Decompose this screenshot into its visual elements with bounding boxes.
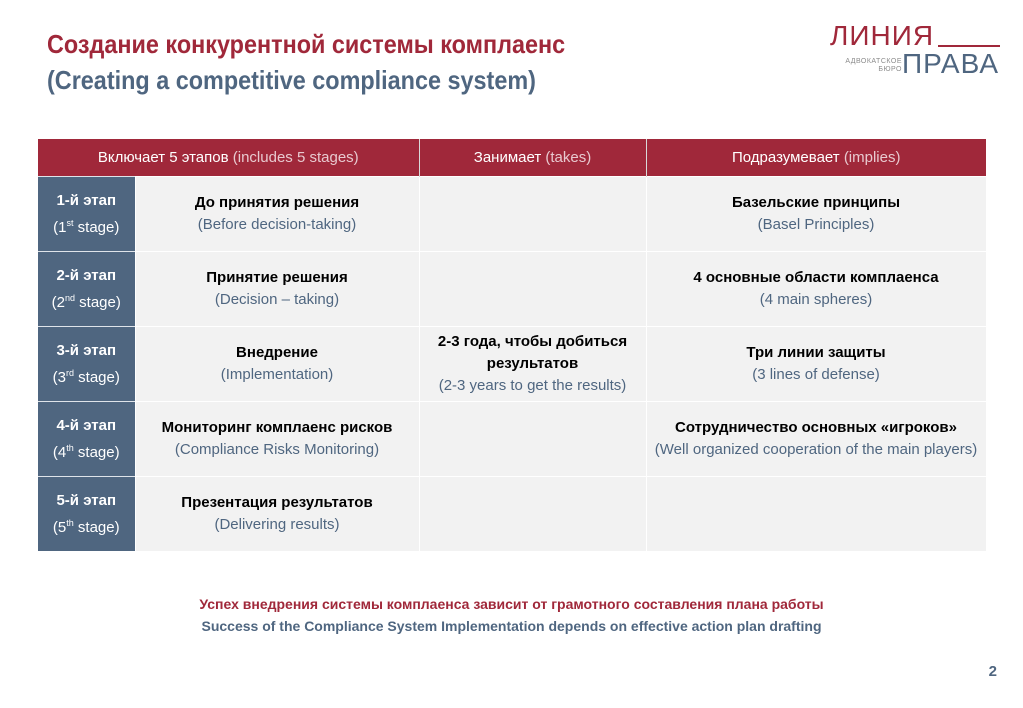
stage-cell (38, 177, 135, 252)
header-stages-ru: Включает 5 этапов (97, 149, 229, 166)
implies-ru: Три линии защиты (746, 344, 886, 361)
header-stages (38, 139, 419, 177)
header-takes (419, 139, 646, 177)
takes-cell (419, 402, 646, 477)
header-implies-en: (implies) (843, 149, 901, 166)
stage-en-open: (2 (51, 293, 65, 311)
implies-cell (646, 252, 986, 327)
implies-cell (646, 327, 986, 402)
footer-russian: Успех внедрения системы комплаенса зависит от грамотного составления плана работы (199, 596, 824, 612)
implies-cell (646, 402, 986, 477)
step-cell (135, 402, 419, 477)
stage-cell (38, 402, 135, 477)
table-row (38, 402, 986, 477)
header-implies-ru: Подразумевает (732, 149, 840, 166)
takes-cell (419, 252, 646, 327)
header-stages-en: (includes 5 stages) (232, 149, 359, 166)
table-header-row (38, 139, 986, 177)
takes-cell (419, 177, 646, 252)
step-ru: Принятие решения (206, 269, 348, 286)
stage-label: 5-й этап (56, 491, 117, 509)
step-ru: Презентация результатов (181, 494, 373, 511)
step-en: (Compliance Risks Monitoring) (174, 441, 380, 458)
stage-cell (38, 477, 135, 552)
logo-subtitle (844, 58, 902, 74)
step-cell (135, 477, 419, 552)
stage-en-sup: th (66, 517, 74, 528)
stage-en-close: stage) (73, 218, 120, 236)
step-ru: Внедрение (236, 344, 318, 361)
header-implies (646, 139, 986, 177)
header-takes-en: (takes) (545, 149, 592, 166)
implies-ru: Сотрудничество основных «игроков» (675, 419, 957, 436)
stage-en-close: stage) (74, 368, 120, 386)
stage-en-sup: nd (64, 292, 75, 303)
implies-en: (Well organized cooperation of the main players) (654, 441, 978, 458)
stage-en-open: (3 (52, 368, 66, 386)
stage-label: 4-й этап (56, 416, 117, 434)
stage-en-sup: th (66, 442, 74, 453)
implies-ru: 4 основные области комплаенса (693, 269, 939, 286)
logo-word-2: ПРАВА (902, 48, 1000, 79)
implies-ru: Базельские принципы (731, 194, 901, 211)
stage-en-open: (5 (52, 518, 67, 536)
stage-en-open: (1 (53, 218, 67, 236)
step-ru: До принятия решения (194, 194, 360, 211)
implies-en: (4 main spheres) (759, 291, 873, 308)
stage-cell (38, 252, 135, 327)
slide-title (47, 26, 623, 98)
company-logo (830, 20, 1002, 80)
table-row (38, 252, 986, 327)
table-row (38, 477, 986, 552)
takes-en: (2-3 years to get the results) (438, 377, 627, 394)
step-cell (135, 327, 419, 402)
stage-en-close: stage) (73, 443, 120, 461)
stage-en-sup: rd (65, 367, 74, 378)
step-ru: Мониторинг комплаенс рисков (161, 419, 393, 436)
header-takes-ru: Занимает (473, 149, 542, 166)
step-en: (Before decision-taking) (197, 216, 357, 233)
step-cell (135, 177, 419, 252)
stage-label: 1-й этап (56, 191, 117, 209)
implies-en: (Basel Principles) (757, 216, 875, 233)
logo-sub-2: БЮРО (878, 66, 902, 73)
logo-word-1: ЛИНИЯ (830, 20, 935, 51)
implies-en: (3 lines of defense) (752, 366, 880, 383)
step-en: (Delivering results) (214, 516, 340, 533)
stages-table (38, 139, 987, 551)
implies-cell (646, 177, 986, 252)
stage-en-close: stage) (75, 293, 121, 311)
implies-cell (646, 477, 986, 552)
takes-cell (419, 327, 646, 402)
logo-rule (938, 45, 1000, 47)
stage-label: 3-й этап (56, 341, 117, 359)
title-english: (Creating a competitive compliance system) (47, 65, 536, 95)
title-russian: Создание конкурентной системы комплаенс (47, 29, 566, 59)
logo-sub-1: АДВОКАТСКОЕ (845, 58, 902, 65)
takes-ru: 2-3 года, чтобы добиться результатов (437, 333, 628, 372)
step-en: (Decision – taking) (214, 291, 340, 308)
page-number: 2 (988, 663, 997, 680)
stage-en-close: stage) (73, 518, 120, 536)
step-en: (Implementation) (220, 366, 334, 383)
stage-label: 2-й этап (56, 266, 117, 284)
table-row (38, 327, 986, 402)
stage-cell (38, 327, 135, 402)
footer-english: Success of the Compliance System Implementation depends on effective action plan drafting (201, 618, 822, 634)
stage-en-sup: st (66, 217, 74, 228)
step-cell (135, 252, 419, 327)
takes-cell (419, 477, 646, 552)
table-row (38, 177, 986, 252)
stage-en-open: (4 (52, 443, 67, 461)
